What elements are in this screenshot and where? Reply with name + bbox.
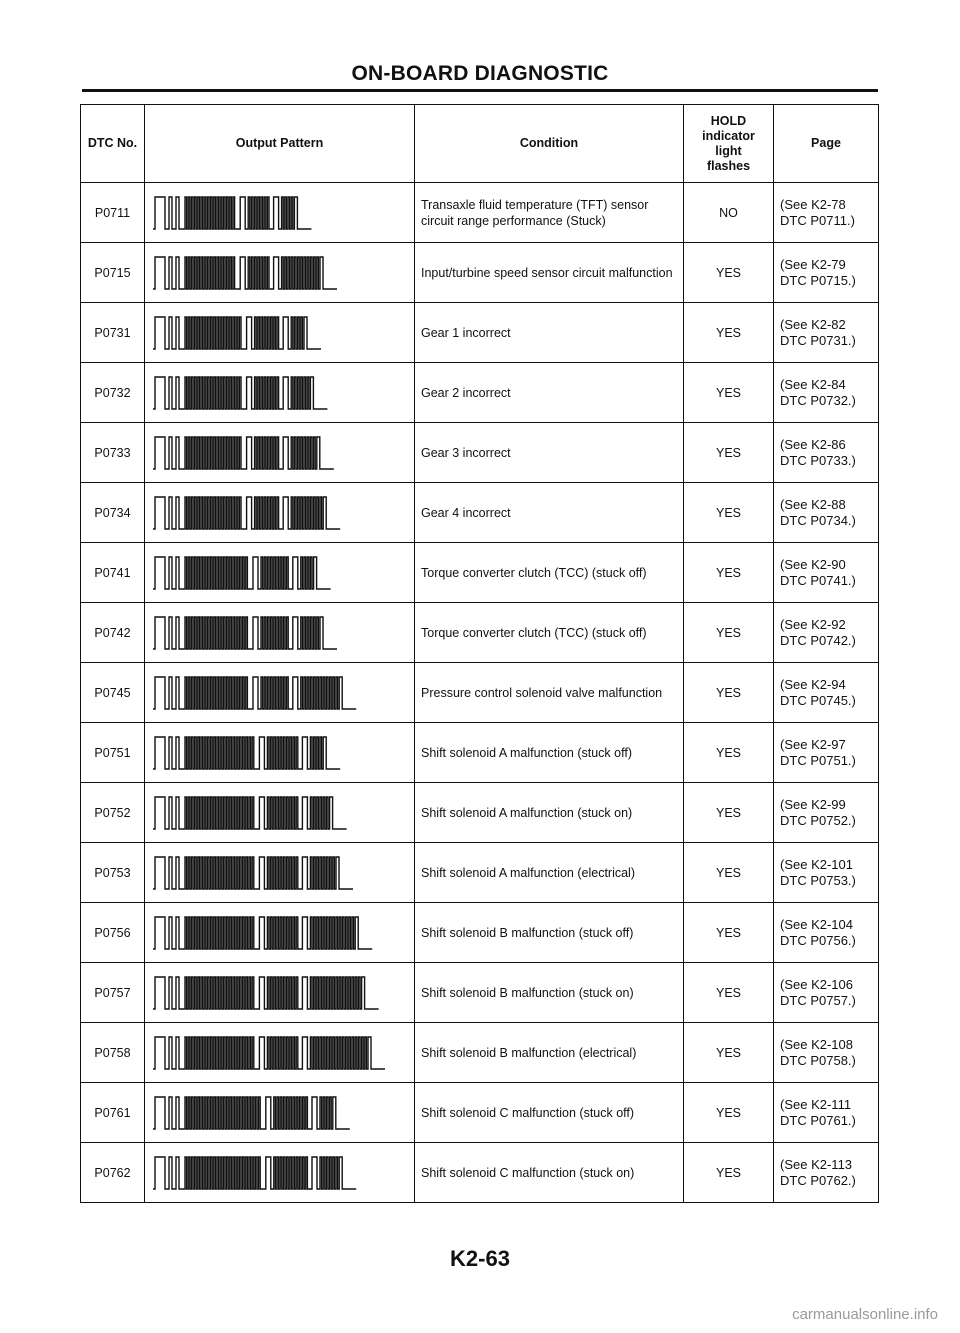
condition: Gear 2 incorrect	[415, 363, 684, 423]
page-ref-line: (See K2-104	[780, 916, 853, 932]
header-hold-line: flashes	[706, 158, 751, 173]
output-pattern	[145, 843, 415, 903]
dtc-code: P0756	[81, 903, 145, 963]
dtc-code: P0734	[81, 483, 145, 543]
waveform-line	[153, 1097, 350, 1129]
page-ref-line: (See K2-97	[780, 736, 846, 752]
page-dtc-line: DTC P0731.)	[780, 332, 856, 348]
waveform-line	[153, 497, 340, 529]
hold-indicator-flashes: YES	[684, 963, 774, 1023]
table-row	[81, 363, 879, 423]
page-dtc-line: DTC P0733.)	[780, 452, 856, 468]
hold-indicator-flashes: YES	[684, 1143, 774, 1203]
page-reference	[774, 903, 879, 963]
waveform-line	[153, 197, 311, 229]
waveform-line	[153, 1037, 385, 1069]
page-reference	[774, 603, 879, 663]
page-number: K2-63	[450, 1246, 510, 1271]
page-ref-line: (See K2-78	[780, 196, 846, 212]
dtc-code: P0732	[81, 363, 145, 423]
output-pattern-waveform	[151, 311, 409, 355]
waveform-line	[153, 557, 331, 589]
output-pattern-waveform	[151, 1151, 409, 1195]
hold-indicator-flashes: YES	[684, 303, 774, 363]
page-dtc-line: DTC P0757.)	[780, 992, 856, 1008]
output-pattern	[145, 1083, 415, 1143]
dtc-code: P0752	[81, 783, 145, 843]
page-reference	[774, 723, 879, 783]
page-dtc-line: DTC P0734.)	[780, 512, 856, 528]
output-pattern-waveform	[151, 491, 409, 535]
table-row	[81, 723, 879, 783]
page-ref-line: (See K2-84	[780, 376, 846, 392]
page-ref-line: (See K2-86	[780, 436, 846, 452]
table-row	[81, 783, 879, 843]
output-pattern	[145, 903, 415, 963]
output-pattern	[145, 363, 415, 423]
page-reference	[774, 483, 879, 543]
waveform-line	[153, 317, 321, 349]
condition: Shift solenoid A malfunction (stuck on)	[415, 783, 684, 843]
waveform-line	[153, 377, 327, 409]
output-pattern-waveform	[151, 1091, 409, 1135]
page-title: ON-BOARD DIAGNOSTIC	[351, 62, 609, 85]
page-dtc-line: DTC P0756.)	[780, 932, 856, 948]
table-body	[81, 183, 879, 1203]
condition: Shift solenoid B malfunction (stuck on)	[415, 963, 684, 1023]
page-ref-line: (See K2-90	[780, 556, 846, 572]
page-reference	[774, 183, 879, 243]
page-reference	[774, 303, 879, 363]
header-hold-indicator	[684, 105, 774, 183]
header-dtc-no: DTC No.	[81, 105, 145, 183]
table-row	[81, 423, 879, 483]
title-rule	[82, 89, 878, 92]
output-pattern	[145, 723, 415, 783]
output-pattern-waveform	[151, 551, 409, 595]
dtc-code: P0761	[81, 1083, 145, 1143]
dtc-code: P0758	[81, 1023, 145, 1083]
header-page: Page	[774, 105, 879, 183]
condition: Pressure control solenoid valve malfunction	[415, 663, 684, 723]
condition: Gear 1 incorrect	[415, 303, 684, 363]
table-row	[81, 543, 879, 603]
output-pattern-waveform	[151, 371, 409, 415]
hold-indicator-flashes: YES	[684, 543, 774, 603]
dtc-code: P0745	[81, 663, 145, 723]
table-row	[81, 1143, 879, 1203]
hold-indicator-flashes: YES	[684, 363, 774, 423]
page-reference	[774, 843, 879, 903]
output-pattern	[145, 1023, 415, 1083]
hold-indicator-flashes: YES	[684, 243, 774, 303]
output-pattern	[145, 423, 415, 483]
hold-indicator-flashes: YES	[684, 1023, 774, 1083]
page-reference	[774, 243, 879, 303]
page-ref-line: (See K2-94	[780, 676, 846, 692]
condition: Torque converter clutch (TCC) (stuck off)	[415, 543, 684, 603]
output-pattern-waveform	[151, 251, 409, 295]
output-pattern	[145, 483, 415, 543]
table-row	[81, 183, 879, 243]
page-reference	[774, 1083, 879, 1143]
hold-indicator-flashes: YES	[684, 483, 774, 543]
page-ref-line: (See K2-108	[780, 1036, 853, 1052]
output-pattern-waveform	[151, 851, 409, 895]
output-pattern	[145, 1143, 415, 1203]
header-hold-line: HOLD	[710, 113, 747, 128]
condition: Transaxle fluid temperature (TFT) sensor circuit range performance (Stuck)	[415, 183, 684, 243]
output-pattern-waveform	[151, 1031, 409, 1075]
page-reference	[774, 1023, 879, 1083]
page-ref-line: (See K2-92	[780, 616, 846, 632]
output-pattern-waveform	[151, 191, 409, 235]
page-reference	[774, 423, 879, 483]
page-dtc-line: DTC P0715.)	[780, 272, 856, 288]
page-ref-line: (See K2-101	[780, 856, 853, 872]
hold-indicator-flashes: YES	[684, 663, 774, 723]
table-row	[81, 963, 879, 1023]
table-row	[81, 1083, 879, 1143]
table-row	[81, 843, 879, 903]
hold-indicator-flashes: YES	[684, 843, 774, 903]
output-pattern	[145, 243, 415, 303]
page-dtc-line: DTC P0752.)	[780, 812, 856, 828]
page-reference	[774, 783, 879, 843]
condition: Gear 4 incorrect	[415, 483, 684, 543]
output-pattern-waveform	[151, 791, 409, 835]
table-row	[81, 483, 879, 543]
output-pattern-waveform	[151, 671, 409, 715]
page-ref-line: (See K2-88	[780, 496, 846, 512]
output-pattern	[145, 963, 415, 1023]
page-reference	[774, 963, 879, 1023]
hold-indicator-flashes: YES	[684, 903, 774, 963]
output-pattern-waveform	[151, 611, 409, 655]
header-hold-line: indicator	[702, 128, 755, 143]
waveform-line	[153, 797, 347, 829]
header-output-pattern: Output Pattern	[145, 105, 415, 183]
waveform-line	[153, 737, 340, 769]
hold-indicator-flashes: YES	[684, 423, 774, 483]
waveform-line	[153, 917, 372, 949]
waveform-line	[153, 677, 356, 709]
output-pattern-waveform	[151, 911, 409, 955]
dtc-code: P0733	[81, 423, 145, 483]
page-dtc-line: DTC P0742.)	[780, 632, 856, 648]
page-reference	[774, 663, 879, 723]
dtc-table	[80, 104, 879, 1203]
condition: Torque converter clutch (TCC) (stuck off)	[415, 603, 684, 663]
waveform-line	[153, 857, 353, 889]
page-ref-line: (See K2-99	[780, 796, 846, 812]
table-header-row	[81, 105, 879, 183]
output-pattern	[145, 603, 415, 663]
hold-indicator-flashes: NO	[684, 183, 774, 243]
table-row	[81, 663, 879, 723]
waveform-line	[153, 977, 379, 1009]
dtc-code: P0751	[81, 723, 145, 783]
table-row	[81, 243, 879, 303]
table-row	[81, 303, 879, 363]
hold-indicator-flashes: YES	[684, 723, 774, 783]
output-pattern	[145, 303, 415, 363]
waveform-line	[153, 1157, 356, 1189]
condition: Shift solenoid C malfunction (stuck off)	[415, 1083, 684, 1143]
dtc-code: P0762	[81, 1143, 145, 1203]
condition: Input/turbine speed sensor circuit malfunction	[415, 243, 684, 303]
page-ref-line: (See K2-111	[780, 1096, 852, 1112]
dtc-code: P0753	[81, 843, 145, 903]
dtc-code: P0742	[81, 603, 145, 663]
page-dtc-line: DTC P0758.)	[780, 1052, 856, 1068]
table-row	[81, 1023, 879, 1083]
page-ref-line: (See K2-82	[780, 316, 846, 332]
output-pattern-waveform	[151, 731, 409, 775]
output-pattern	[145, 543, 415, 603]
condition: Shift solenoid A malfunction (electrical)	[415, 843, 684, 903]
dtc-code: P0741	[81, 543, 145, 603]
page-dtc-line: DTC P0761.)	[780, 1112, 856, 1128]
output-pattern	[145, 663, 415, 723]
page-reference	[774, 1143, 879, 1203]
page-ref-line: (See K2-113	[780, 1156, 853, 1172]
page-reference	[774, 543, 879, 603]
condition: Shift solenoid A malfunction (stuck off)	[415, 723, 684, 783]
hold-indicator-flashes: YES	[684, 603, 774, 663]
dtc-code: P0711	[81, 183, 145, 243]
waveform-line	[153, 437, 334, 469]
dtc-code: P0715	[81, 243, 145, 303]
output-pattern-waveform	[151, 971, 409, 1015]
page-dtc-line: DTC P0753.)	[780, 872, 856, 888]
output-pattern-waveform	[151, 431, 409, 475]
dtc-code: P0757	[81, 963, 145, 1023]
page-ref-line: (See K2-79	[780, 256, 846, 272]
output-pattern	[145, 783, 415, 843]
header-condition: Condition	[415, 105, 684, 183]
header-hold-line: light	[715, 143, 742, 158]
page-reference	[774, 363, 879, 423]
waveform-line	[153, 617, 337, 649]
dtc-code: P0731	[81, 303, 145, 363]
page-dtc-line: DTC P0732.)	[780, 392, 856, 408]
page-dtc-line: DTC P0741.)	[780, 572, 856, 588]
condition: Shift solenoid B malfunction (stuck off)	[415, 903, 684, 963]
page-dtc-line: DTC P0751.)	[780, 752, 856, 768]
page-dtc-line: DTC P0745.)	[780, 692, 856, 708]
condition: Shift solenoid B malfunction (electrical)	[415, 1023, 684, 1083]
table-row	[81, 603, 879, 663]
table-row	[81, 903, 879, 963]
output-pattern	[145, 183, 415, 243]
waveform-line	[153, 257, 337, 289]
watermark: carmanualsonline.info	[792, 1306, 938, 1323]
page-dtc-line: DTC P0711.)	[780, 212, 855, 228]
page-ref-line: (See K2-106	[780, 976, 853, 992]
condition: Shift solenoid C malfunction (stuck on)	[415, 1143, 684, 1203]
hold-indicator-flashes: YES	[684, 783, 774, 843]
hold-indicator-flashes: YES	[684, 1083, 774, 1143]
condition: Gear 3 incorrect	[415, 423, 684, 483]
page-dtc-line: DTC P0762.)	[780, 1172, 856, 1188]
